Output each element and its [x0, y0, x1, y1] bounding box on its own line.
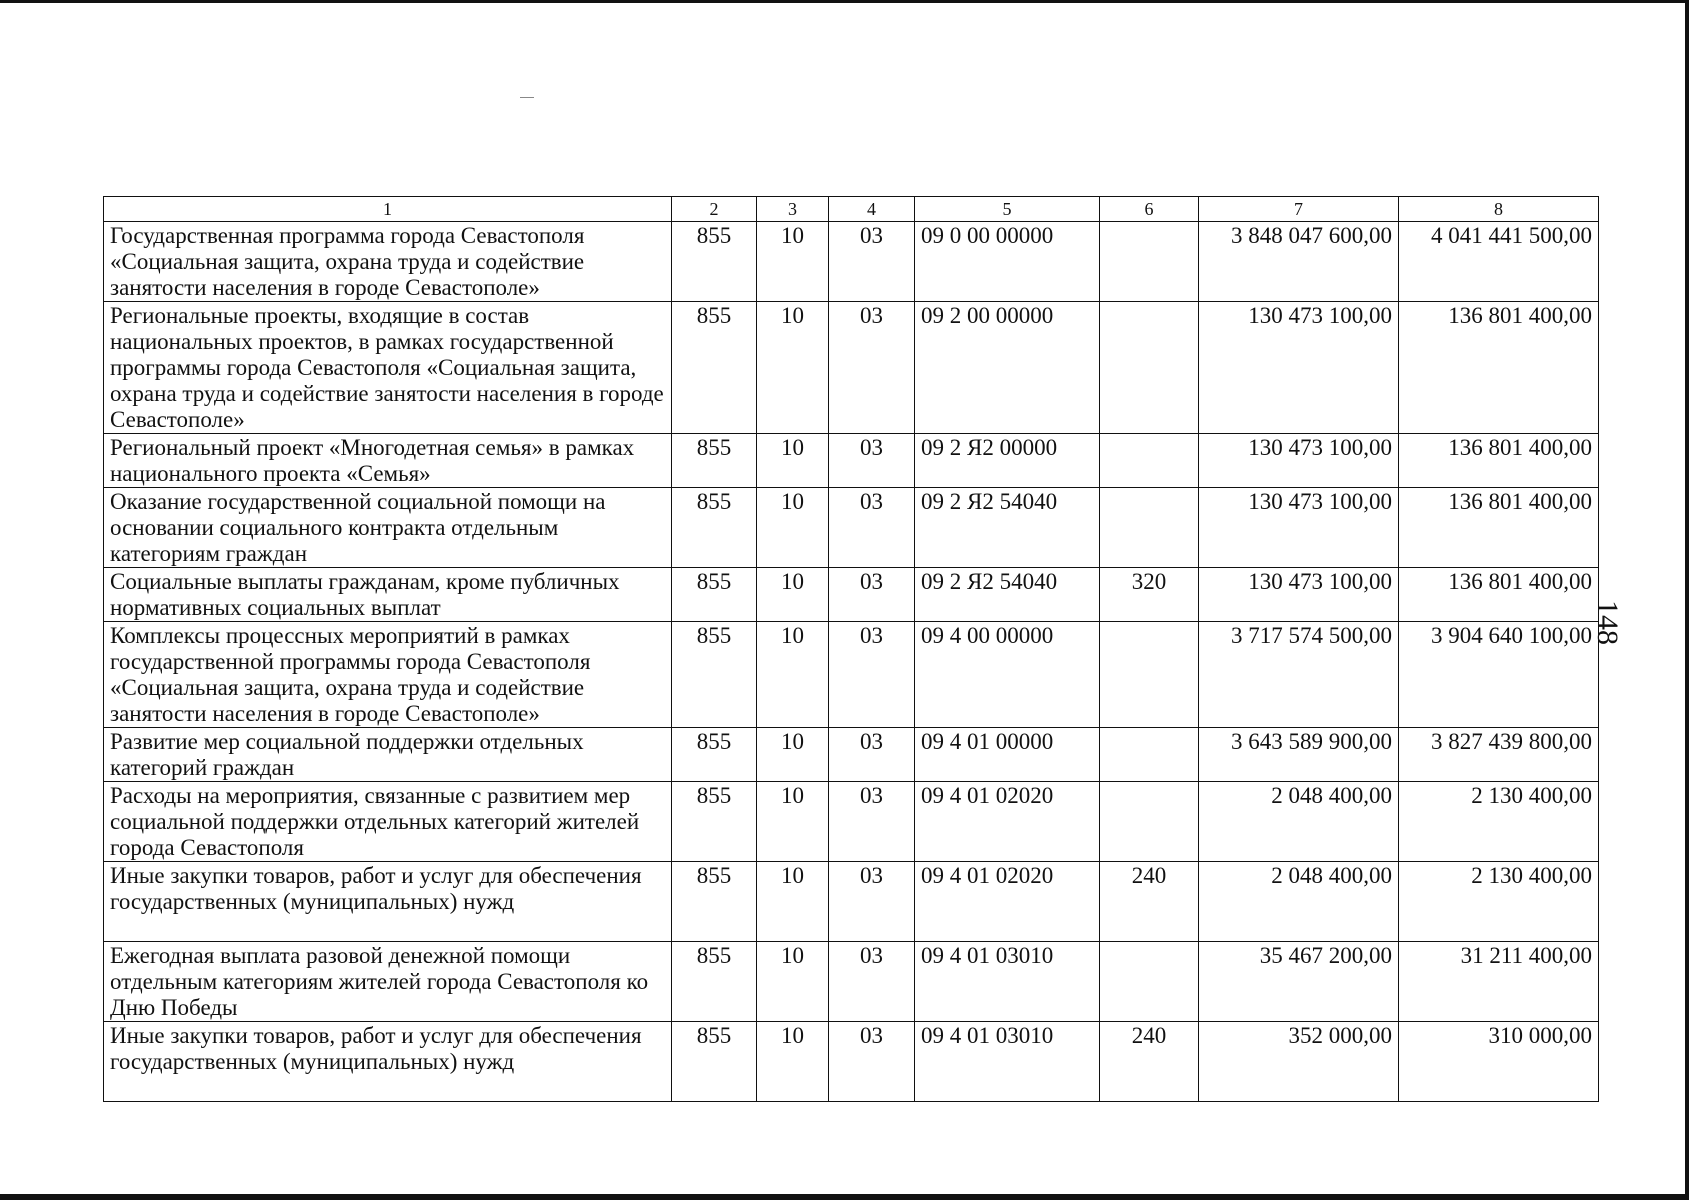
row-amount-year-1: 130 473 100,00	[1199, 488, 1399, 568]
row-expense-type: 240	[1100, 1022, 1199, 1102]
row-subsection: 03	[829, 782, 915, 862]
row-amount-year-1: 130 473 100,00	[1199, 568, 1399, 622]
row-amount-year-1: 3 643 589 900,00	[1199, 728, 1399, 782]
row-subsection: 03	[829, 302, 915, 434]
header-col-8: 8	[1399, 197, 1599, 222]
row-name: Комплексы процессных мероприятий в рамках государственной программы города Севастополя «Социальная защита, охрана труда и содействие занятости населения в городе Севастополе»	[104, 622, 672, 728]
table-row	[104, 942, 1599, 1022]
row-subsection: 03	[829, 942, 915, 1022]
row-ministry-code: 855	[672, 488, 757, 568]
scan-mark	[520, 97, 534, 98]
page-number: 148	[1591, 600, 1624, 645]
row-section: 10	[757, 782, 829, 862]
table-row	[104, 782, 1599, 862]
row-expense-type	[1100, 302, 1199, 434]
header-col-1: 1	[104, 197, 672, 222]
row-ministry-code: 855	[672, 568, 757, 622]
row-subsection: 03	[829, 568, 915, 622]
row-section: 10	[757, 488, 829, 568]
row-name: Расходы на мероприятия, связанные с развитием мер социальной поддержки отдельных категорий жителей города Севастополя	[104, 782, 672, 862]
row-expense-type	[1100, 942, 1199, 1022]
row-name: Оказание государственной социальной помощи на основании социального контракта отдельным категориям граждан	[104, 488, 672, 568]
row-expense-type	[1100, 434, 1199, 488]
row-amount-year-2: 2 130 400,00	[1399, 862, 1599, 942]
row-ministry-code: 855	[672, 862, 757, 942]
row-expense-type	[1100, 488, 1199, 568]
row-name: Социальные выплаты гражданам, кроме публичных нормативных социальных выплат	[104, 568, 672, 622]
row-target-article: 09 0 00 00000	[915, 222, 1100, 302]
header-col-6: 6	[1100, 197, 1199, 222]
row-amount-year-2: 31 211 400,00	[1399, 942, 1599, 1022]
row-target-article: 09 2 00 00000	[915, 302, 1100, 434]
header-col-7: 7	[1199, 197, 1399, 222]
row-ministry-code: 855	[672, 782, 757, 862]
row-expense-type	[1100, 728, 1199, 782]
row-name: Развитие мер социальной поддержки отдельных категорий граждан	[104, 728, 672, 782]
row-amount-year-1: 130 473 100,00	[1199, 434, 1399, 488]
row-ministry-code: 855	[672, 434, 757, 488]
row-amount-year-1: 2 048 400,00	[1199, 862, 1399, 942]
table-row	[104, 862, 1599, 942]
row-section: 10	[757, 942, 829, 1022]
row-amount-year-2: 136 801 400,00	[1399, 568, 1599, 622]
row-expense-type	[1100, 222, 1199, 302]
row-ministry-code: 855	[672, 1022, 757, 1102]
table-row	[104, 434, 1599, 488]
row-amount-year-2: 3 904 640 100,00	[1399, 622, 1599, 728]
scan-border-right	[1685, 0, 1689, 1200]
row-subsection: 03	[829, 862, 915, 942]
row-expense-type	[1100, 622, 1199, 728]
scan-border-bottom	[0, 1194, 1689, 1200]
row-ministry-code: 855	[672, 302, 757, 434]
row-amount-year-2: 136 801 400,00	[1399, 434, 1599, 488]
row-amount-year-2: 2 130 400,00	[1399, 782, 1599, 862]
row-target-article: 09 2 Я2 54040	[915, 488, 1100, 568]
row-amount-year-1: 130 473 100,00	[1199, 302, 1399, 434]
row-name: Государственная программа города Севастополя «Социальная защита, охрана труда и содействие занятости населения в городе Севастополе»	[104, 222, 672, 302]
row-section: 10	[757, 728, 829, 782]
budget-table	[103, 196, 1599, 1102]
table-row	[104, 568, 1599, 622]
table-row	[104, 222, 1599, 302]
row-subsection: 03	[829, 488, 915, 568]
row-name: Иные закупки товаров, работ и услуг для обеспечения государственных (муниципальных) нужд	[104, 1022, 672, 1102]
header-col-3: 3	[757, 197, 829, 222]
row-target-article: 09 4 01 00000	[915, 728, 1100, 782]
row-section: 10	[757, 622, 829, 728]
row-subsection: 03	[829, 728, 915, 782]
row-section: 10	[757, 568, 829, 622]
row-target-article: 09 4 01 02020	[915, 862, 1100, 942]
row-target-article: 09 2 Я2 54040	[915, 568, 1100, 622]
header-row	[104, 197, 1599, 222]
table-row	[104, 622, 1599, 728]
table-row	[104, 1022, 1599, 1102]
row-subsection: 03	[829, 434, 915, 488]
row-name: Ежегодная выплата разовой денежной помощи отдельным категориям жителей города Севастополя ко Дню Победы	[104, 942, 672, 1022]
row-target-article: 09 4 01 03010	[915, 1022, 1100, 1102]
table-row	[104, 488, 1599, 568]
row-subsection: 03	[829, 222, 915, 302]
row-amount-year-1: 3 717 574 500,00	[1199, 622, 1399, 728]
row-amount-year-1: 3 848 047 600,00	[1199, 222, 1399, 302]
header-col-2: 2	[672, 197, 757, 222]
row-expense-type: 320	[1100, 568, 1199, 622]
row-expense-type	[1100, 782, 1199, 862]
table-row	[104, 728, 1599, 782]
table-row	[104, 302, 1599, 434]
row-target-article: 09 4 00 00000	[915, 622, 1100, 728]
row-name: Региональные проекты, входящие в состав национальных проектов, в рамках государственной программы города Севастополя «Социальная защита, охрана труда и содействие занятости населения в городе Севастополе»	[104, 302, 672, 434]
row-subsection: 03	[829, 1022, 915, 1102]
row-amount-year-2: 136 801 400,00	[1399, 302, 1599, 434]
row-name: Иные закупки товаров, работ и услуг для обеспечения государственных (муниципальных) нужд	[104, 862, 672, 942]
row-target-article: 09 4 01 03010	[915, 942, 1100, 1022]
row-ministry-code: 855	[672, 222, 757, 302]
row-section: 10	[757, 1022, 829, 1102]
row-ministry-code: 855	[672, 942, 757, 1022]
row-target-article: 09 2 Я2 00000	[915, 434, 1100, 488]
row-subsection: 03	[829, 622, 915, 728]
row-section: 10	[757, 222, 829, 302]
row-expense-type: 240	[1100, 862, 1199, 942]
row-amount-year-2: 310 000,00	[1399, 1022, 1599, 1102]
row-ministry-code: 855	[672, 622, 757, 728]
row-amount-year-1: 2 048 400,00	[1199, 782, 1399, 862]
header-col-4: 4	[829, 197, 915, 222]
row-amount-year-1: 35 467 200,00	[1199, 942, 1399, 1022]
header-col-5: 5	[915, 197, 1100, 222]
row-section: 10	[757, 302, 829, 434]
row-amount-year-2: 4 041 441 500,00	[1399, 222, 1599, 302]
row-ministry-code: 855	[672, 728, 757, 782]
row-section: 10	[757, 862, 829, 942]
row-target-article: 09 4 01 02020	[915, 782, 1100, 862]
row-name: Региональный проект «Многодетная семья» в рамках национального проекта «Семья»	[104, 434, 672, 488]
row-amount-year-2: 3 827 439 800,00	[1399, 728, 1599, 782]
row-amount-year-2: 136 801 400,00	[1399, 488, 1599, 568]
row-section: 10	[757, 434, 829, 488]
row-amount-year-1: 352 000,00	[1199, 1022, 1399, 1102]
scan-border-top	[0, 0, 1689, 3]
